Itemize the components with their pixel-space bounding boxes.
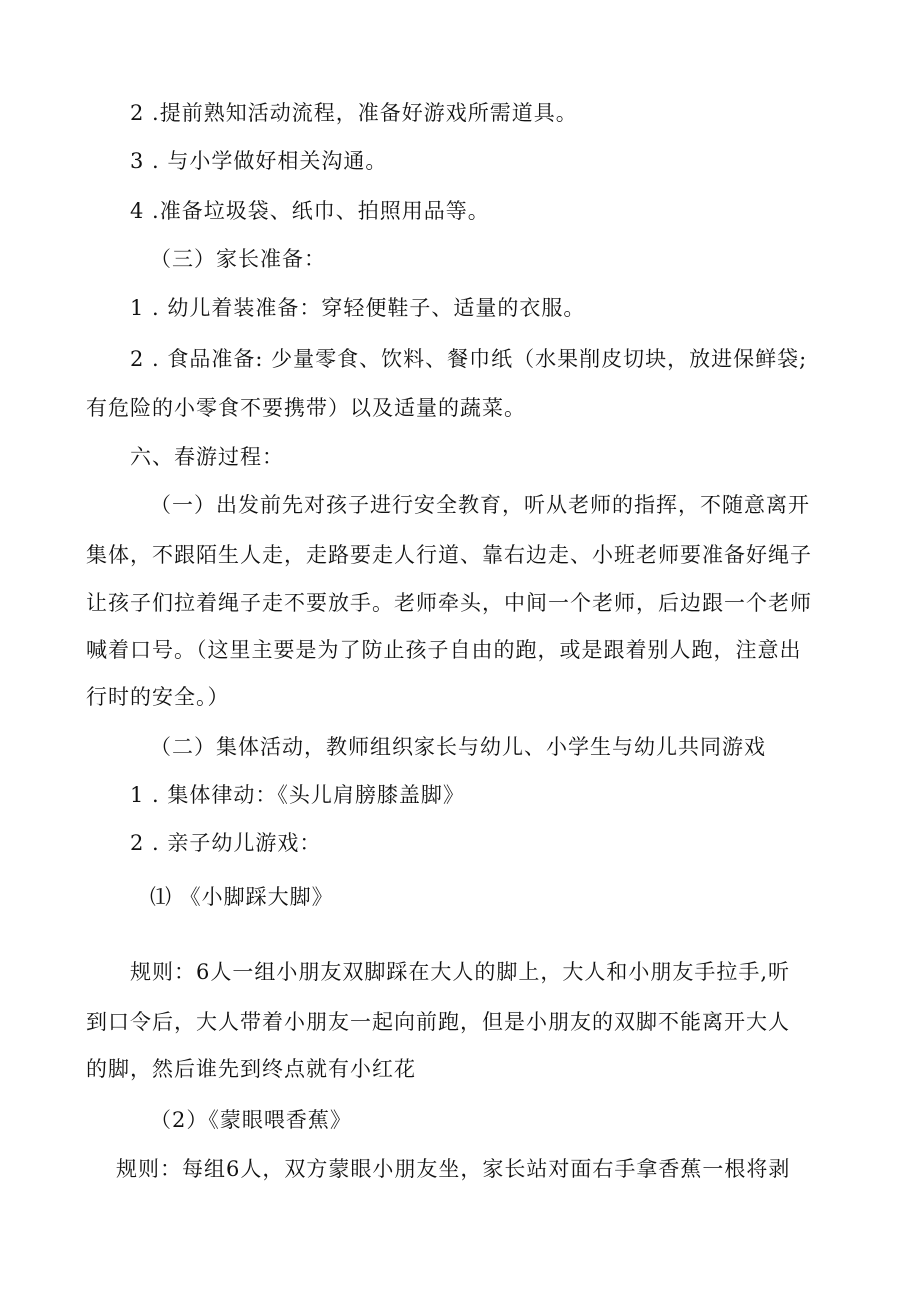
text-line-15: 1 . 集体律动：《头儿肩膀膝盖脚》	[130, 783, 465, 807]
text-line-4: （三）家长准备：	[150, 247, 326, 271]
text-line-22: 规则：每组6人，双方蒙眼小朋友坐，家长站对面右手拿香蕉一根将剥	[116, 1157, 791, 1181]
text-line-7: 有危险的小零食不要携带）以及适量的蔬菜。	[86, 396, 526, 420]
text-line-5: 1 . 幼儿着装准备：穿轻便鞋子、适量的衣服。	[130, 296, 586, 320]
text-line-19: 到口令后，大人带着小朋友一起向前跑，但是小朋友的双脚不能离开大人	[86, 1010, 790, 1034]
text-line-17: ⑴ 《小脚踩大脚》	[150, 885, 334, 909]
text-line-21: （2）《蒙眼喂香蕉》	[150, 1108, 352, 1132]
text-line-11: 让孩子们拉着绳子走不要放手。老师牵头，中间一个老师，后边跟一个老师	[86, 591, 812, 615]
text-line-12: 喊着口号。（这里主要是为了防止孩子自由的跑，或是跟着别人跑，注意出	[86, 638, 802, 662]
text-line-20: 的脚，然后谁先到终点就有小红花	[86, 1057, 416, 1081]
text-line-8: 六、春游过程：	[130, 445, 284, 469]
text-line-9: （一）出发前先对孩子进行安全教育，听从老师的指挥，不随意离开	[150, 493, 810, 517]
text-line-13: 行时的安全。）	[86, 685, 230, 709]
text-line-14: （二）集体活动，教师组织家长与幼儿、小学生与幼儿共同游戏	[150, 735, 766, 759]
text-line-2: 3 . 与小学做好相关沟通。	[130, 149, 388, 173]
text-line-3: 4 .准备垃圾袋、纸巾、拍照用品等。	[130, 199, 490, 223]
text-line-18: 规则：6人一组小朋友双脚踩在大人的脚上，大人和小朋友手拉手,听	[130, 960, 791, 984]
text-line-6: 2 . 食品准备: 少量零食、饮料、餐巾纸（水果削皮切块，放进保鲜袋;	[130, 347, 808, 371]
text-line-1: 2 .提前熟知活动流程，准备好游戏所需道具。	[130, 101, 578, 125]
text-line-16: 2 . 亲子幼儿游戏：	[130, 831, 322, 855]
text-line-10: 集体，不跟陌生人走，走路要走人行道、靠右边走、小班老师要准备好绳子	[86, 543, 812, 567]
